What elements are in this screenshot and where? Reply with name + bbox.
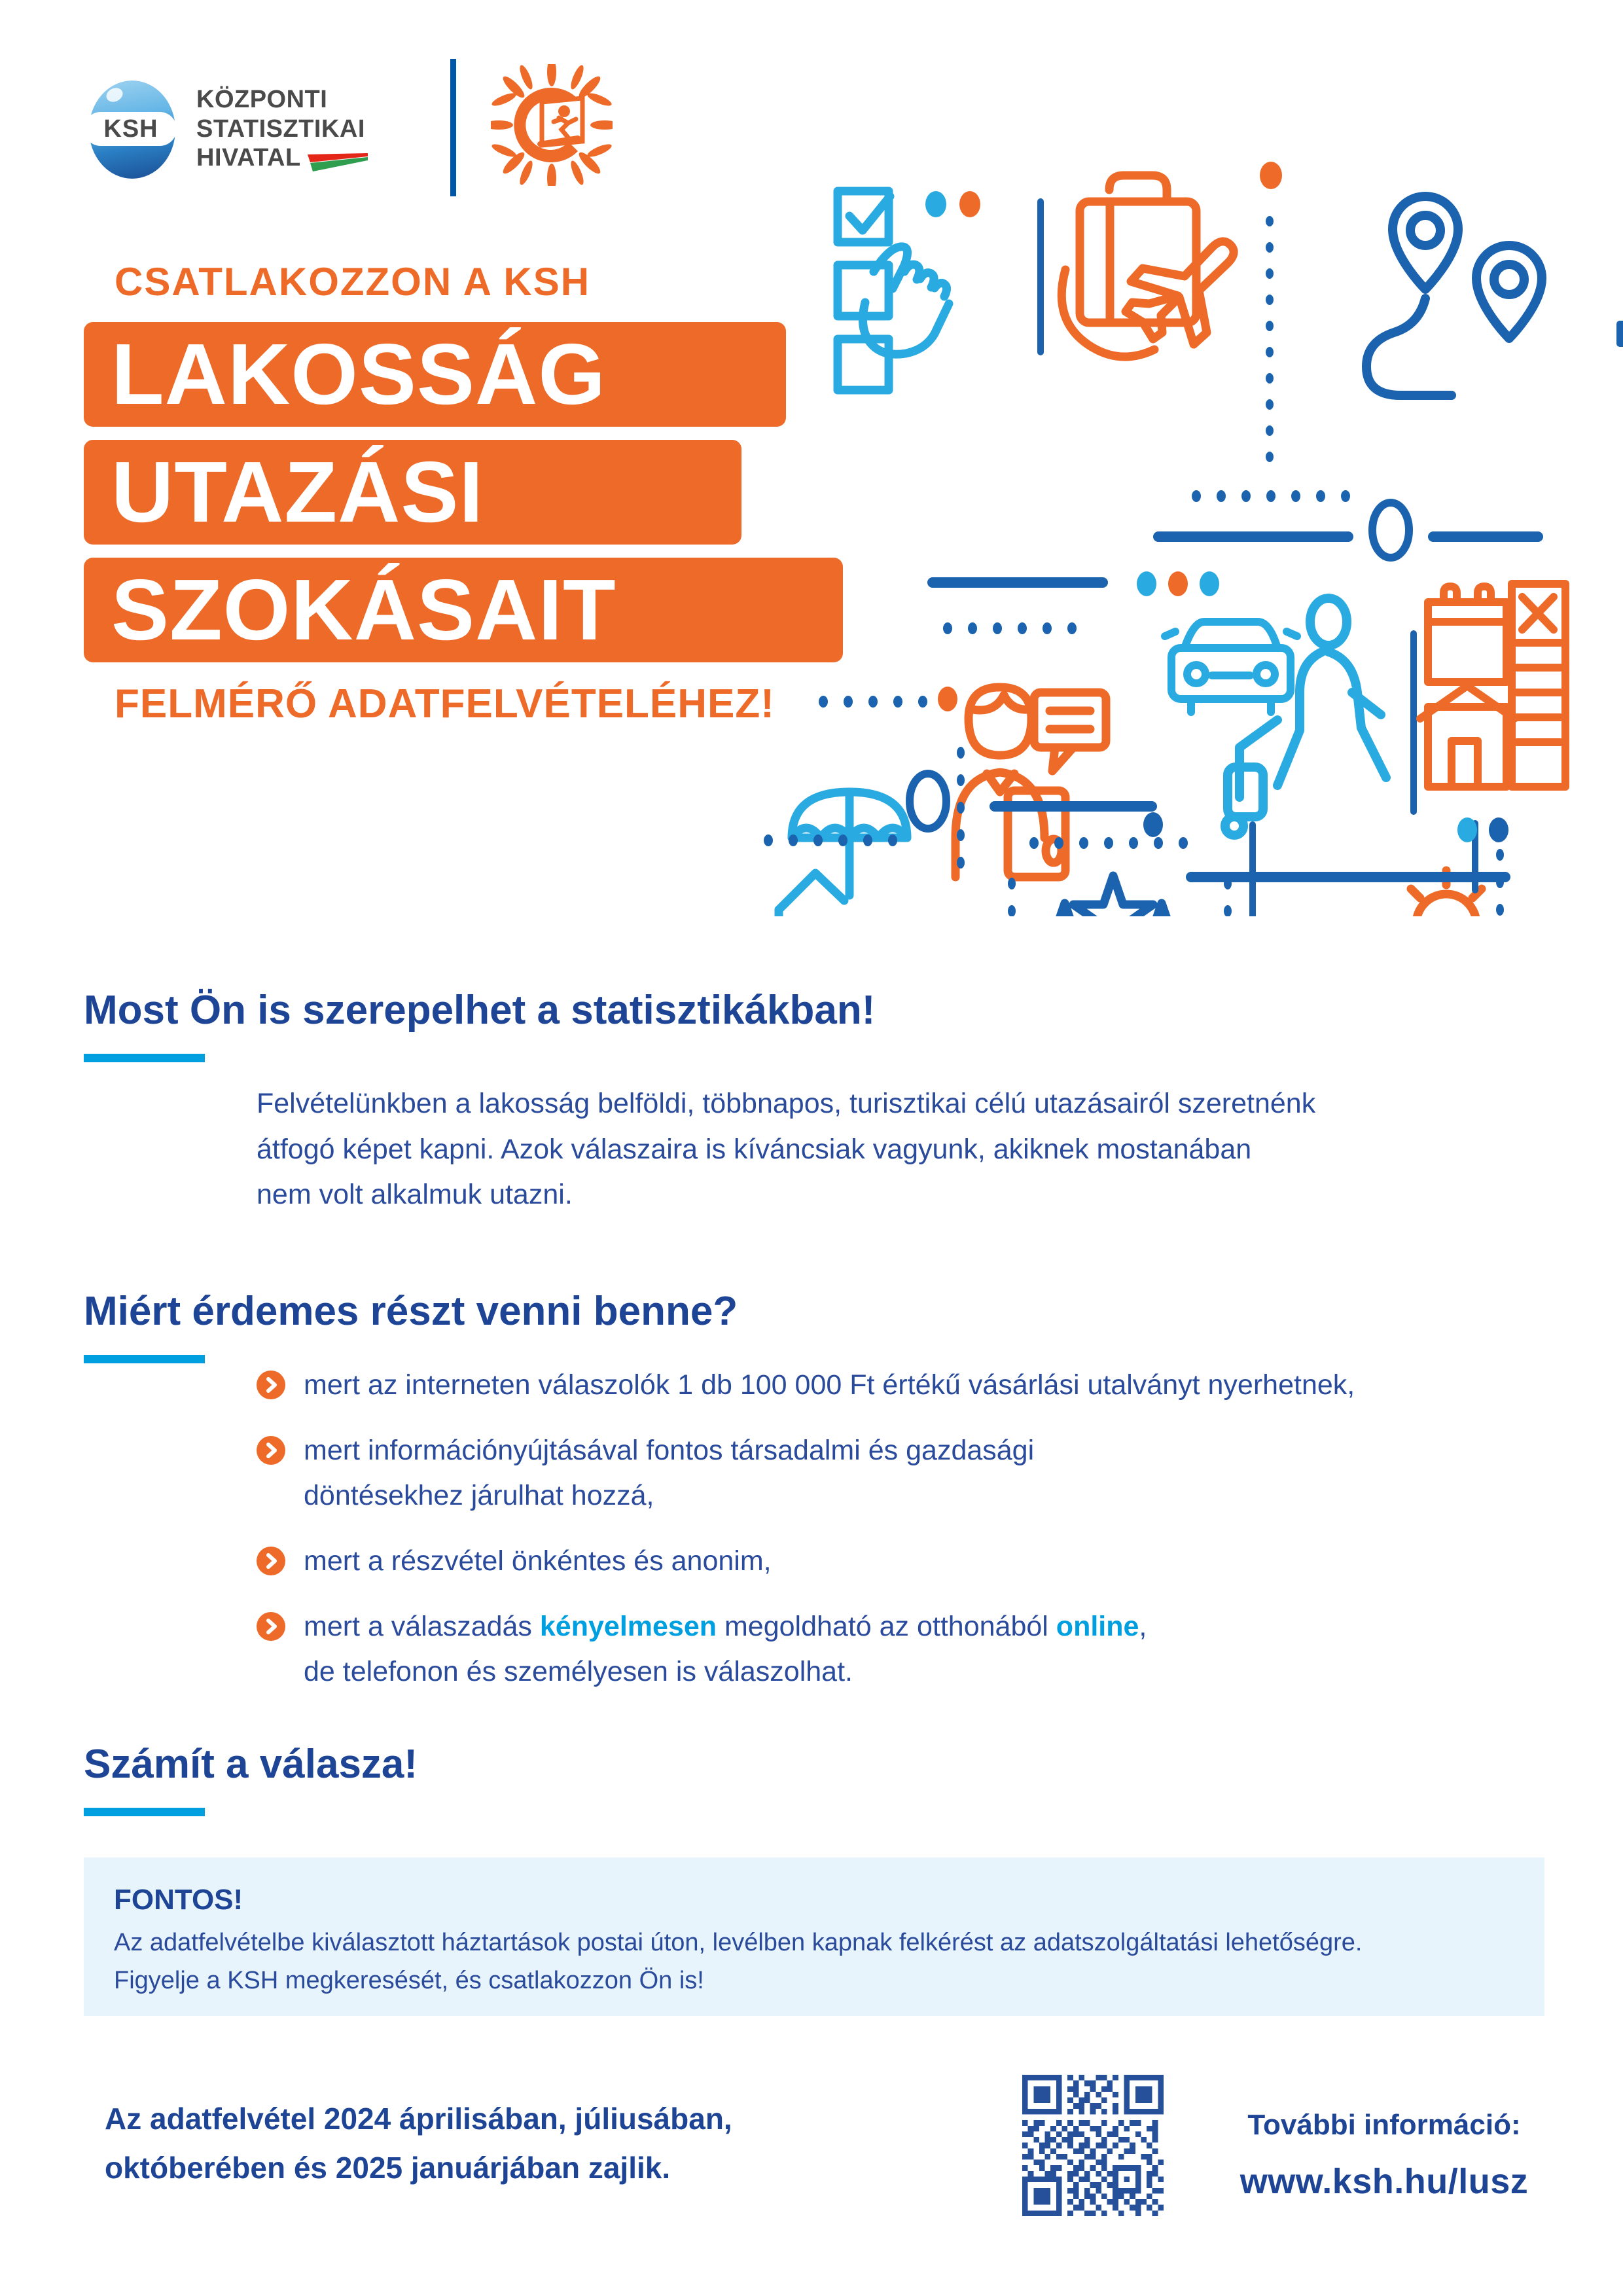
list-item-line-2: de telefonon és személyesen is válaszolhat. (304, 1656, 853, 1688)
title-banner-lakossag: LAKOSSÁG (84, 322, 786, 427)
wordmark-line-2: STATISZTIKAI (196, 115, 365, 143)
hungarian-flag-icon (308, 151, 368, 170)
beach-umbrella-icon (779, 792, 907, 916)
header-divider (450, 59, 456, 196)
more-info-label: További információ: (1247, 2109, 1521, 2141)
list-item (257, 1539, 1539, 1585)
important-notice-line-2: Figyelje a KSH megkeresését, és csatlakozzon Ön is! (114, 1966, 704, 1994)
list-item-label (304, 1604, 1147, 1695)
list-item-line-1: mert információnyújtásával fontos társadalmi és gazdasági (304, 1434, 1035, 1466)
important-notice-line-1: Az adatfelvételbe kiválasztott háztartások postai úton, levélben kapnak felkérést az adatszolgáltatási lehetőségre. (114, 1929, 1363, 1956)
calendar-pricelist-icon (1420, 584, 1565, 787)
title-banner-utazasi: UTAZÁSI (84, 440, 741, 545)
ksh-logo (84, 60, 368, 198)
list-item-label: mert az interneten válaszolók 1 db 100 000 Ft értékű vásárlási utalványt nyerhetnek, (304, 1369, 1355, 1401)
survey-schedule (105, 2094, 890, 2192)
qr-code[interactable] (1022, 2075, 1164, 2216)
wordmark-line-1: KÖZPONTI (196, 85, 328, 113)
ksh-logo-mark (84, 75, 181, 183)
list-item (257, 1363, 1539, 1408)
chevron-right-icon (257, 1612, 285, 1641)
suitcase-plane-icon (1061, 175, 1234, 357)
section-heading-matters: Számít a válasza! (84, 1742, 418, 1787)
section-rule-intro (84, 1054, 205, 1062)
dotted-line (1266, 216, 1274, 462)
wordmark-line-3: HIVATAL (196, 144, 301, 172)
intro-line-1: Felvételünkben a lakosság belföldi, többnapos, turisztikai célú utazásairól szeretnénk (257, 1088, 1316, 1119)
intro-line-2: átfogó képet kapni. Azok válaszaira is kíváncsiak vagyunk, akiknek mostanában (257, 1133, 1252, 1165)
car-icon (1165, 622, 1297, 712)
schedule-line-2: októberében és 2025 januárjában zajlik. (105, 2150, 671, 2185)
title-subkicker: FELMÉRŐ ADATFELVÉTELÉHEZ! (115, 681, 775, 726)
important-notice-title: FONTOS! (114, 1884, 243, 1916)
section-heading-intro: Most Ön is szerepelhet a statisztikákban! (84, 988, 876, 1033)
more-information (1214, 2109, 1554, 2202)
list-item-label (304, 1428, 1034, 1519)
map-pins-icon (1366, 196, 1542, 395)
title-kicker: CSATLAKOZZON A KSH (115, 260, 591, 304)
highlight-kenyelmesen: kényelmesen (539, 1610, 717, 1642)
traveler-icon (1225, 598, 1386, 835)
chevron-right-icon (257, 1436, 285, 1465)
highlight-online: online (1056, 1610, 1139, 1642)
ksh-logo-letters: KSH (103, 115, 158, 143)
benefits-list (257, 1363, 1539, 1715)
intro-line-3: nem volt alkalmuk utazni. (257, 1179, 573, 1211)
tourism-sun-icon (491, 64, 613, 186)
section-rule-why (84, 1355, 205, 1363)
hotel-stars-icon (1027, 876, 1199, 916)
text-part-2: megoldható az otthonából (717, 1610, 1056, 1642)
title-banner-szokasait: SZOKÁSAIT (84, 558, 843, 662)
travel-icons-illustration (759, 144, 1590, 916)
chevron-right-icon (257, 1547, 285, 1575)
website-url[interactable]: www.ksh.hu/lusz (1240, 2162, 1529, 2201)
text-part-3: , (1139, 1610, 1147, 1642)
list-item-line-2: döntésekhez járulhat hozzá, (304, 1480, 654, 1512)
section-rule-matters (84, 1808, 205, 1816)
checklist-icon (838, 191, 949, 390)
important-notice-box (84, 1857, 1544, 2016)
intro-paragraph (257, 1081, 1539, 1218)
ksh-wordmark (196, 85, 368, 173)
list-item-label: mert a részvétel önkéntes és anonim, (304, 1545, 772, 1577)
list-item-line-1 (304, 1604, 1147, 1650)
list-item (257, 1604, 1539, 1695)
schedule-line-1: Az adatfelvétel 2024 áprilisában, júliusában, (105, 2102, 732, 2136)
text-part-1: mert a válaszadás (304, 1610, 540, 1642)
chevron-right-icon (257, 1371, 285, 1399)
list-item (257, 1428, 1539, 1519)
section-heading-why: Miért érdemes részt venni benne? (84, 1289, 738, 1334)
page-edge-mark (1616, 321, 1623, 347)
